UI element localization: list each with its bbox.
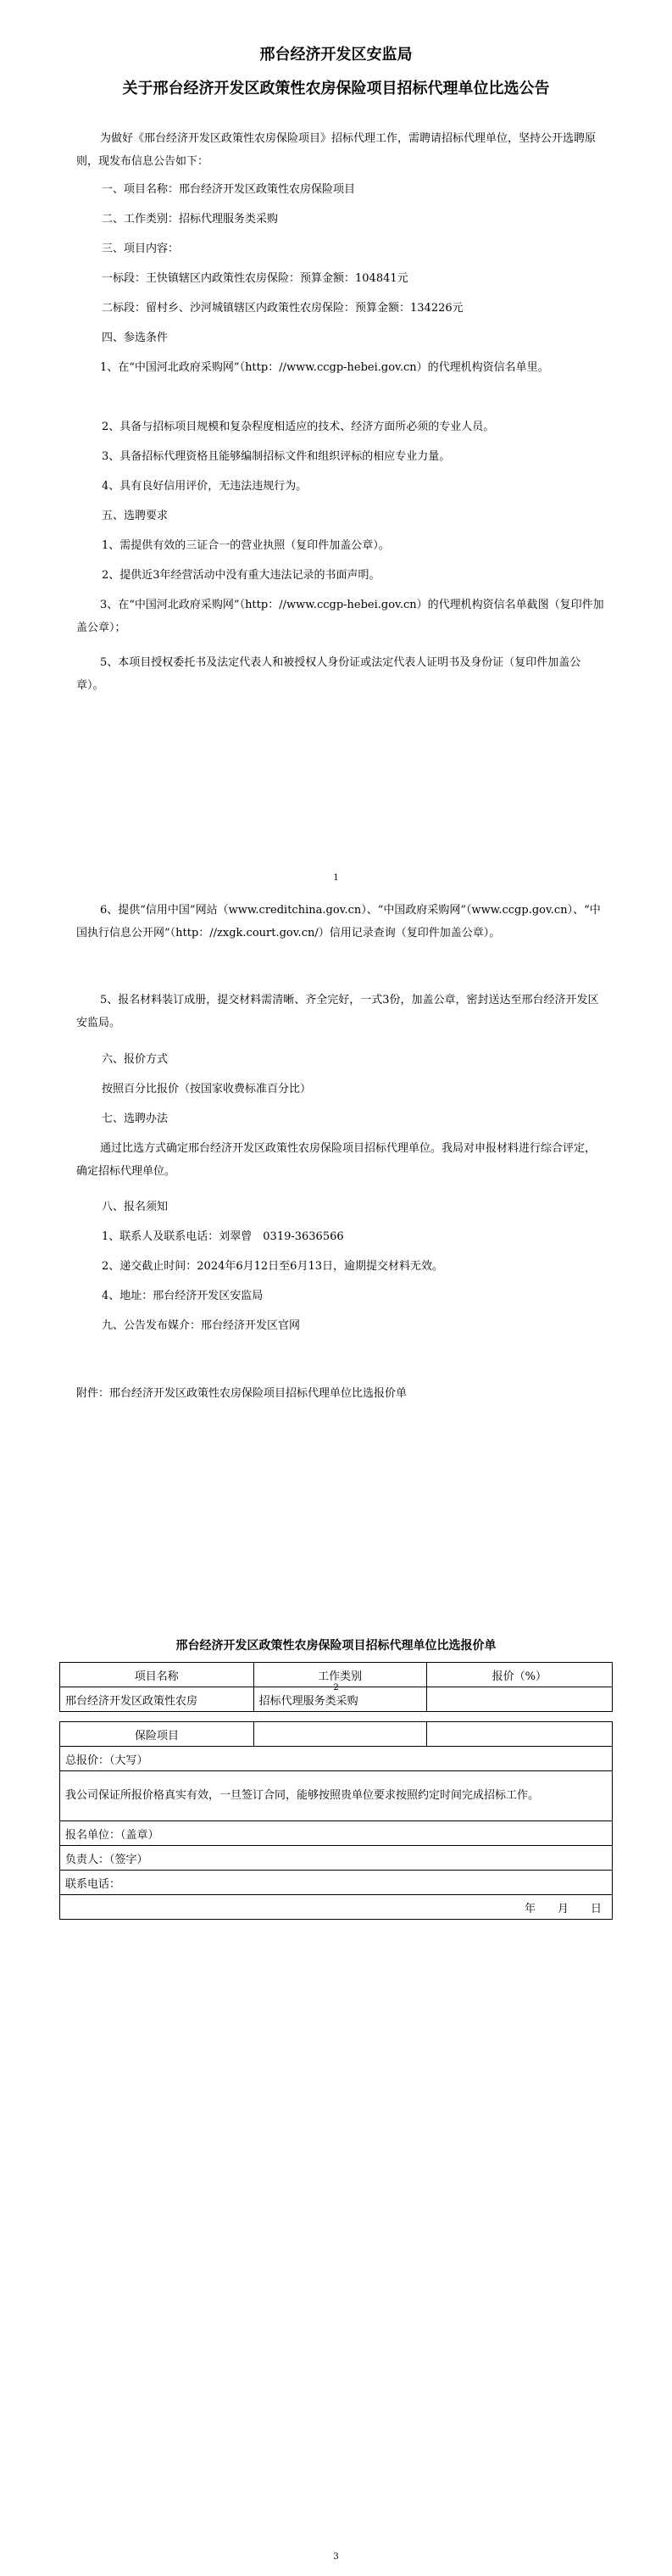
item-lot-2: 二标段：留村乡、沙河城镇辖区内政策性农房保险：预算金额：134226元 [102, 302, 464, 315]
page-2 [0, 899, 672, 1713]
item-work-type: 二、工作类别：招标代理服务类采购 [102, 213, 279, 226]
total-quote-row: 总报价：（大写） [60, 1747, 613, 1771]
requirement-1: 1、需提供有效的三证合一的营业执照（复印件加盖公章）。 [102, 539, 390, 552]
date-row: 年 月 日 [60, 1895, 613, 1920]
contact-phone-row: 联系电话： [60, 1871, 613, 1895]
section-selection: 七、选聘办法 [102, 1112, 169, 1125]
section-quote: 六、报价方式 [102, 1053, 169, 1066]
requirement-6: 6、提供“信用中国”网站（www.creditchina.gov.cn）、“中国政府采购网”（www.ccgp.gov.cn）、“中国执行信息公开网”（http：//zxgk.court.gov.cn/）信用记录查询（复印件加盖公章）。 [76, 904, 601, 940]
condition-1: 1、在“中国河北政府采购网”（http：//www.ccgp-hebei.gov.cn）的代理机构资信名单里。 [100, 361, 549, 374]
requirement-3: 3、在“中国河北政府采购网”（http：//www.ccgp-hebei.gov.cn）的代理机构资信名单截图（复印件加盖公章）； [76, 599, 604, 634]
cell-project-name-cont: 保险项目 [60, 1722, 254, 1747]
item-content-heading: 三、项目内容： [102, 243, 180, 255]
selection-method: 通过比选方式确定邢台经济开发区政策性农房保险项目招标代理单位。我局对申报材料进行综合评定，确定招标代理单位。 [76, 1142, 597, 1178]
section-conditions: 四、参选条件 [102, 332, 169, 344]
cell-project-name: 邢台经济开发区政策性农房 [60, 1687, 254, 1712]
condition-3: 3、具备招标代理资格且能够编制招标文件和组织评标的相应专业力量。 [102, 450, 451, 463]
applicant-unit-row: 报名单位：（盖章） [60, 1821, 613, 1846]
page-number: 2 [333, 1683, 339, 1692]
condition-4: 4、具有良好信用评价，无违法违规行为。 [102, 480, 308, 493]
section-media: 九、公告发布媒介：邢台经济开发区官网 [102, 1319, 301, 1332]
quote-table-continued [59, 1721, 613, 1920]
header-project-name: 项目名称 [60, 1663, 254, 1687]
header-work-type: 工作类别 [253, 1663, 426, 1687]
page-number: 1 [333, 873, 339, 883]
issuer-title: 邢台经济开发区安监局 [259, 46, 413, 64]
requirement-2: 2、提供近3年经营活动中没有重大违法记录的书面声明。 [102, 569, 380, 582]
quote-table-title: 邢台经济开发区政策性农房保险项目招标代理单位比选报价单 [175, 1639, 497, 1653]
item-lot-1: 一标段：王快镇辖区内政策性农房保险：预算金额：104841元 [102, 272, 408, 285]
intro-paragraph: 为做好《邢台经济开发区政策性农房保险项目》招标代理工作，需聘请招标代理单位，坚持公开选聘原则，现发布信息公告如下： [76, 132, 597, 168]
item-project-name: 一、项目名称：邢台经济开发区政策性农房保险项目 [102, 183, 356, 196]
announcement-title: 关于邢台经济开发区政策性农房保险项目招标代理单位比选公告 [122, 80, 550, 98]
notice-contact: 1、联系人及联系电话：刘翠曾 0319-3636566 [102, 1230, 344, 1243]
requirement-materials: 5、报名材料装订成册，提交材料需清晰、齐全完好，一式3份，加盖公章，密封送达至邢台经济开发区安监局。 [76, 994, 599, 1029]
promise-row: 我公司保证所报价格真实有效，一旦签订合同，能够按照贵单位要求按照约定时间完成招标工作。 [60, 1771, 613, 1821]
requirement-5: 5、本项目授权委托书及法定代表人和被授权人身份证或法定代表人证明书及身份证（复印件加盖公章）。 [76, 656, 581, 692]
page-3 [0, 1721, 672, 2569]
notice-address: 4、地址：邢台经济开发区安监局 [102, 1290, 264, 1302]
quote-method: 按照百分比报价（按国家收费标准百分比） [102, 1083, 312, 1096]
cell-work-type: 招标代理服务类采购 [253, 1687, 426, 1712]
page-number: 3 [333, 2552, 339, 2562]
responsible-person-row: 负责人：（签字） [60, 1846, 613, 1871]
page-1 [0, 0, 672, 890]
notice-deadline: 2、递交截止时间：2024年6月12日至6月13日，逾期提交材料无效。 [102, 1260, 443, 1273]
attachment-note: 附件：邢台经济开发区政策性农房保险项目招标代理单位比选报价单 [76, 1387, 408, 1400]
condition-2: 2、具备与招标项目规模和复杂程度相适应的技术、经济方面所必须的专业人员。 [102, 421, 495, 433]
cell-quote-cont [427, 1722, 613, 1747]
cell-work-type-cont [253, 1722, 426, 1747]
section-requirements: 五、选聘要求 [102, 510, 169, 522]
section-notice: 八、报名须知 [102, 1201, 169, 1213]
header-quote: 报价（%） [426, 1663, 612, 1687]
